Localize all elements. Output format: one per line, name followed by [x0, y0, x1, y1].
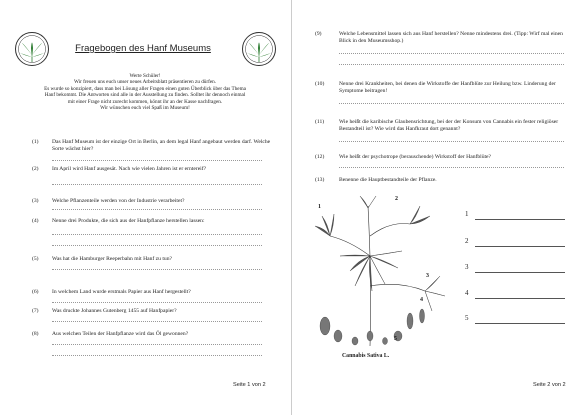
- illustration-label: 3: [426, 273, 429, 279]
- answer-line: [339, 167, 564, 168]
- answer-number: 5: [465, 314, 469, 322]
- answer-line: [339, 103, 564, 104]
- question-number: (7): [32, 308, 39, 314]
- cannabis-leaf-icon: [241, 31, 277, 67]
- illustration-label: 5: [394, 336, 397, 342]
- answer-number: 1: [465, 210, 469, 218]
- question-text: Welche Pflanzenteile werden von der Industrie verarbeitet?: [52, 198, 185, 204]
- answer-line: [475, 323, 565, 324]
- intro-line: Hanf bekommt. Die Antworten sind alle in der Ausstellung zu finden. Solltet ihr dennoch einmal: [44, 92, 246, 99]
- page-footer: Seite 1 von 2: [233, 382, 266, 388]
- cannabis-plant-icon: [310, 196, 450, 356]
- answer-line: [52, 234, 262, 235]
- answer-line: [52, 269, 262, 270]
- question-number: (6): [32, 289, 39, 295]
- question-1: [32, 139, 282, 155]
- intro-line: Es wurde so konzipiert, dass man bei Lösung aller Fragen einen guten Überblick über das Thema: [44, 85, 246, 92]
- question-number: (10): [315, 81, 325, 87]
- question-text: Im April wird Hanf ausgesät. Nach wie vielen Jahren ist er erntereif?: [52, 166, 207, 172]
- intro-text: [22, 73, 268, 111]
- answer-line: [339, 53, 564, 54]
- question-number: (1): [32, 139, 39, 145]
- worksheet-page-2: [292, 0, 583, 415]
- answer-line: [52, 355, 262, 356]
- answer-line: [52, 321, 262, 322]
- answer-line: [475, 298, 565, 299]
- question-text: Wie heißt der psychotrope (berauschende) Wirkstoff der Hanfblüte?: [339, 154, 492, 160]
- question-number: (8): [32, 331, 39, 337]
- answer-line: [52, 302, 262, 303]
- answer-line: [52, 209, 262, 210]
- intro-line: Wir wünschen euch viel Spaß im Museum!: [100, 105, 190, 112]
- illustration-caption: Cannabis Sativa L.: [342, 353, 390, 359]
- illustration-label: 2: [395, 196, 398, 202]
- answer-line: [475, 272, 565, 273]
- answer-number: 2: [465, 237, 469, 245]
- answer-number: 3: [465, 263, 469, 271]
- question-number: (3): [32, 198, 39, 204]
- question-text: Aus welchen Teilen der Hanfpflanze wird das Öl gewonnen?: [52, 331, 189, 337]
- question-text: Das Hanf Museum ist der einzige Ort in Berlin, an dem legal Hanf angebaut werden darf. Welche Sorte wächst hier?: [52, 139, 271, 152]
- illustration-label: 4: [420, 297, 423, 303]
- answer-line: [52, 184, 262, 185]
- hanf-museum-logo-left: [14, 31, 50, 67]
- cannabis-leaf-icon: [14, 31, 50, 67]
- question-number: (12): [315, 154, 325, 160]
- intro-line: Wir freuen uns euch unser neues Arbeitsblatt präsentieren zu dürfen.: [73, 79, 217, 86]
- question-number: (11): [315, 119, 325, 125]
- hanf-museum-logo-right: [241, 31, 277, 67]
- intro-line: mit einer Frage nicht zurecht kommen, könnt ihr an der Kasse nachfragen.: [67, 98, 223, 105]
- question-text: Welche Lebensmittel lassen sich aus Hanf herstellen? Nenne mindestens drei. (Tipp: Wirf mal einen Blick in den Museumsshop.): [339, 31, 563, 44]
- answer-line: [475, 219, 565, 220]
- question-number: (5): [32, 256, 39, 262]
- question-text: Nenne drei Produkte, die sich aus der Hanfpflanze herstellen lassen:: [52, 218, 205, 224]
- answer-number: 4: [465, 289, 469, 297]
- question-text: Nenne drei Krankheiten, bei denen die Wirkstoffe der Hanfblüte zur Heilung bzw. Linderung der Symptome beitragen!: [339, 81, 556, 94]
- answer-line: [339, 64, 564, 65]
- question-number: (2): [32, 166, 39, 172]
- question-number: (4): [32, 218, 39, 224]
- answer-line: [339, 141, 564, 142]
- page-footer: Seite 2 von 2: [533, 382, 566, 388]
- page-title: Fragebogen des Hanf Museums: [75, 43, 211, 54]
- answer-line: [52, 245, 262, 246]
- answer-line: [52, 160, 262, 161]
- illustration-label: 1: [318, 204, 321, 210]
- answer-line: [52, 344, 262, 345]
- intro-line: Werte Schüler!: [129, 73, 161, 79]
- question-text: Was druckte Johannes Gutenberg 1455 auf Hanfpapier?: [52, 308, 177, 314]
- question-text: In welchem Land wurde erstmals Papier aus Hanf hergestellt?: [52, 289, 191, 295]
- question-text: Benenne die Hauptbestandteile der Pflanze.: [339, 177, 437, 183]
- question-number: (13): [315, 177, 325, 183]
- question-number: (9): [315, 31, 322, 37]
- cannabis-plant-illustration: [310, 196, 450, 356]
- question-text: Wie heißt die karibische Glaubensrichtung, bei der der Konsum von Cannabis ein fester religiöser Bestandteil ist? Wie wird das Hanfkraut dort genannt?: [339, 119, 559, 132]
- answer-line: [475, 246, 565, 247]
- question-text: Was hat die Hamburger Reeperbahn mit Hanf zu tun?: [52, 256, 172, 262]
